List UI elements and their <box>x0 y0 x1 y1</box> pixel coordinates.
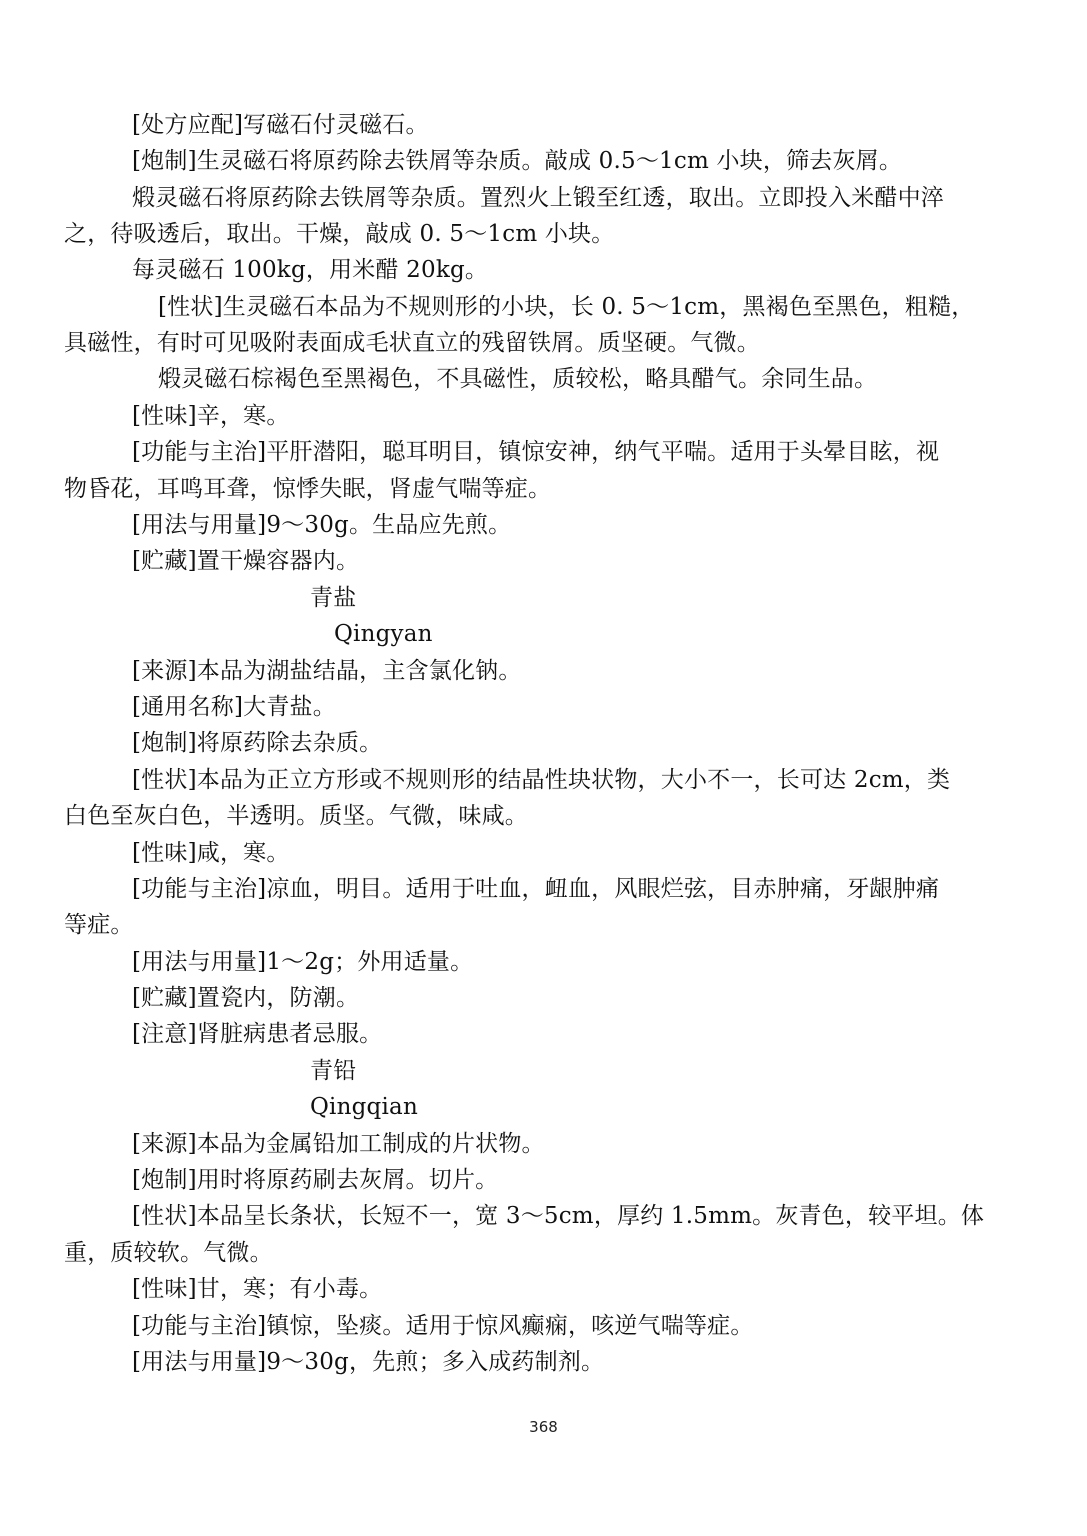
text-line-26: [注意]肾脏病患者忌服。 <box>132 1021 383 1047</box>
text-line-2: [炮制]生灵磁石将原药除去铁屑等杂质。敲成 0.5～1cm 小块，筛去灰屑。 <box>132 148 903 174</box>
text-line-23: 等症。 <box>64 912 134 938</box>
entry-heading-qingyan: 青盐 <box>310 585 357 611</box>
text-line-25: [贮藏]置瓷内，防潮。 <box>132 985 360 1011</box>
text-line-32: 重，质较软。气微。 <box>64 1240 273 1266</box>
text-line-29: [来源]本品为金属铅加工制成的片状物。 <box>132 1131 545 1157</box>
text-line-24: [用法与用量]1～2g；外用适量。 <box>132 949 474 975</box>
text-line-11: 物昏花，耳鸣耳聋，惊悸失眠，肾虚气喘等症。 <box>64 476 552 502</box>
text-line-7: 具磁性，有时可见吸附表面成毛状直立的残留铁屑。质坚硬。气微。 <box>64 330 760 356</box>
text-line-5: 每灵磁石 100kg，用米醋 20kg。 <box>132 257 489 283</box>
text-line-13: [贮藏]置干燥容器内。 <box>132 548 360 574</box>
text-line-22: [功能与主治]凉血，明目。适用于吐血，衄血，风眼烂弦，目赤肿痛，牙龈肿痛 <box>132 876 940 902</box>
entry-pinyin-qingyan: Qingyan <box>334 621 433 647</box>
text-line-17: [通用名称]大青盐。 <box>132 694 336 720</box>
text-line-33: [性味]甘，寒；有小毒。 <box>132 1276 383 1302</box>
text-line-6: [性状]生灵磁石本品为不规则形的小块，长 0. 5～1cm，黑褐色至黑色，粗糙， <box>158 294 975 320</box>
text-line-30: [炮制]用时将原药刷去灰屑。切片。 <box>132 1167 499 1193</box>
text-line-9: [性味]辛，寒。 <box>132 403 290 429</box>
text-line-3: 煅灵磁石将原药除去铁屑等杂质。置烈火上锻至红透，取出。立即投入米醋中淬 <box>132 185 944 211</box>
text-line-12: [用法与用量]9～30g。生品应先煎。 <box>132 512 512 538</box>
page-number: 368 <box>529 1418 558 1436</box>
text-line-35: [用法与用量]9～30g，先煎；多入成药制剂。 <box>132 1349 605 1375</box>
text-line-10: [功能与主治]平肝潜阳，聪耳明目，镇惊安神，纳气平喘。适用于头晕目眩，视 <box>132 439 940 465</box>
text-line-18: [炮制]将原药除去杂质。 <box>132 730 383 756</box>
text-line-1: [处方应配]写磁石付灵磁石。 <box>132 112 429 138</box>
text-line-20: 白色至灰白色，半透明。质坚。气微，味咸。 <box>64 803 528 829</box>
text-line-16: [来源]本品为湖盐结晶，主含氯化钠。 <box>132 658 522 684</box>
text-line-4: 之，待吸透后，取出。干燥，敲成 0. 5～1cm 小块。 <box>64 221 615 247</box>
text-line-19: [性状]本品为正立方形或不规则形的结晶性块状物，大小不一，长可达 2cm，类 <box>132 767 951 793</box>
text-line-34: [功能与主治]镇惊，坠痰。适用于惊风癫痫，咳逆气喘等症。 <box>132 1313 754 1339</box>
text-line-31: [性状]本品呈长条状，长短不一，宽 3～5cm，厚约 1.5mm。灰青色，较平坦。体 <box>132 1203 985 1229</box>
entry-heading-qingqian: 青铅 <box>310 1058 357 1084</box>
text-line-8: 煅灵磁石棕褐色至黑褐色，不具磁性，质较松，略具醋气。余同生品。 <box>158 366 878 392</box>
text-line-21: [性味]咸，寒。 <box>132 840 290 866</box>
entry-pinyin-qingqian: Qingqian <box>310 1094 418 1120</box>
